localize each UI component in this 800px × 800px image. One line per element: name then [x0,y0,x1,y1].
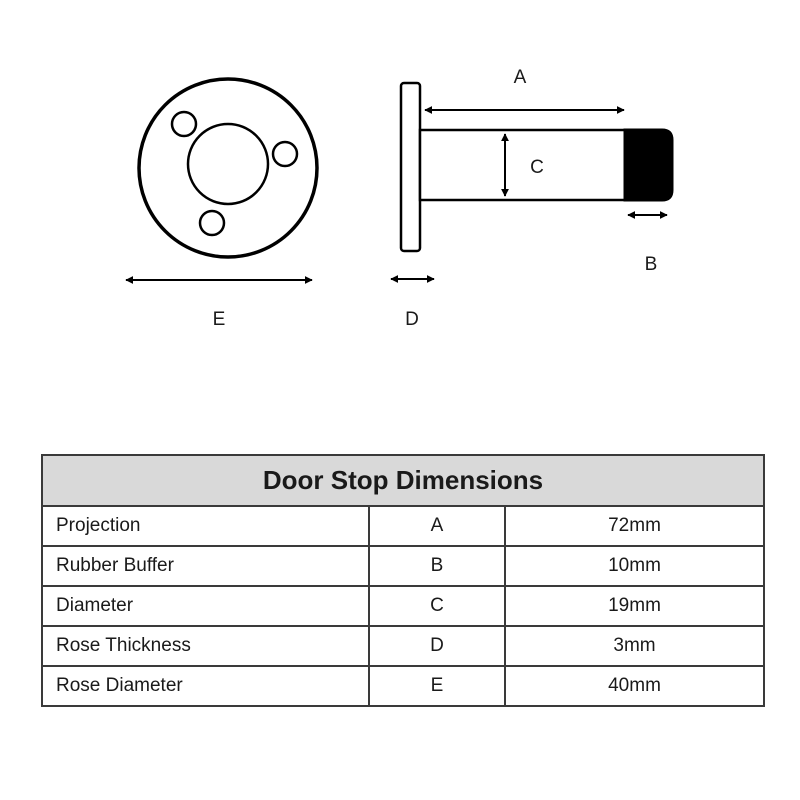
rubber-buffer [624,129,673,201]
dimension-value: 72mm [505,506,764,546]
rose-plate [401,83,420,251]
table-row [42,666,764,706]
table-row [42,546,764,586]
screw-hole-right [273,142,297,166]
label-b: B [644,254,658,275]
table-row [42,506,764,546]
dimension-value: 10mm [505,546,764,586]
dimension-name: Rubber Buffer [42,546,369,586]
table-header-row [42,455,764,506]
dimension-value: 3mm [505,626,764,666]
label-a: A [513,67,527,88]
dimension-name: Projection [42,506,369,546]
dimension-name: Rose Thickness [42,626,369,666]
rose-front-view [139,79,317,257]
label-e: E [212,309,226,330]
dimension-value: 40mm [505,666,764,706]
table-title: Door Stop Dimensions [42,455,764,506]
table-row [42,626,764,666]
dimension-name: Rose Diameter [42,666,369,706]
dimension-letter: A [369,506,505,546]
stop-body [420,130,625,200]
dimensions-table [41,454,765,707]
dimension-letter: D [369,626,505,666]
label-c: C [530,157,544,178]
dimension-letter: C [369,586,505,626]
dimension-letter: B [369,546,505,586]
dimension-letter: E [369,666,505,706]
table-row [42,586,764,626]
screw-hole-bottom [200,211,224,235]
rose-center-circle [188,124,268,204]
label-d: D [405,309,419,330]
rose-outer-circle [139,79,317,257]
screw-hole-top-left [172,112,196,136]
dimension-value: 19mm [505,586,764,626]
dimension-name: Diameter [42,586,369,626]
